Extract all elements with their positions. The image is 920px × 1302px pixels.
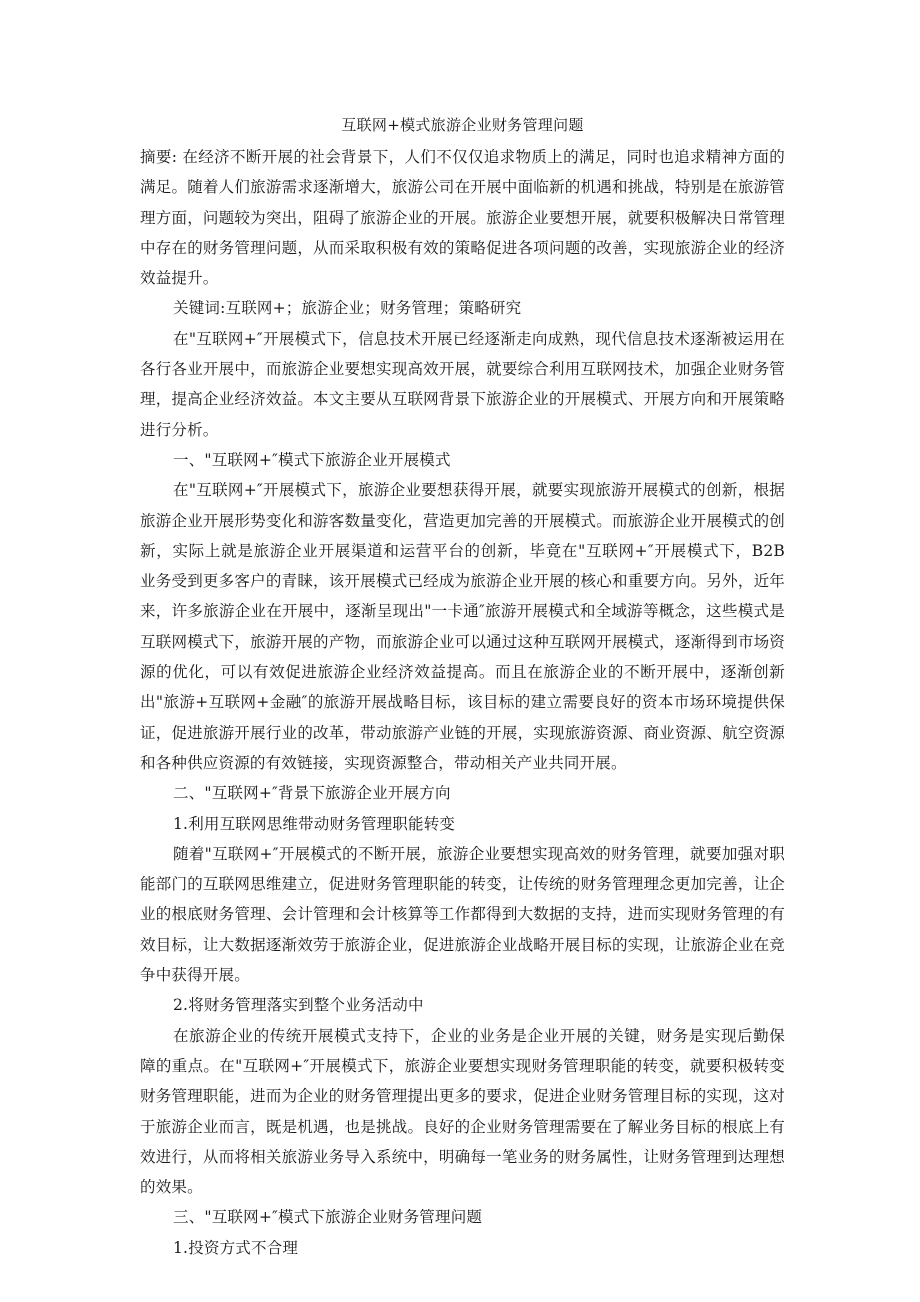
abstract-paragraph: 摘要: 在经济不断开展的社会背景下，人们不仅仅追求物质上的满足，同时也追求精神方面的满足。随着人们旅游需求逐渐增大，旅游公司在开展中面临新的机遇和挑战，特别是在旅游管理方面，问题较为突出，阻碍了旅游企业的开展。旅游企业要想开展，就要积极解决日常管理中存在的财务管理问题，从而采取积极有效的策略促进各项问题的改善，实现旅游企业的经济效益提升。 xyxy=(140,148,785,288)
section2-heading: 二、"互联网+″背景下旅游企业开展方向 xyxy=(173,784,451,803)
section2-subheading-1: 1.利用互联网思维带动财务管理职能转变 xyxy=(173,814,456,833)
section2-paragraph-1: 随着"互联网+″开展模式的不断开展，旅游企业要想实现高效的财务管理，就要加强对职能部门的互联网思维建立，促进财务管理职能的转变，让传统的财务管理理念更加完善，让企业的根底财务管理、会计管理和会计核算等工作都得到大数据的支持，进而实现财务管理的有效目标，让大数据逐渐效劳于旅游企业，促进旅游企业战略开展目标的实现，让旅游企业在竞争中获得开展。 xyxy=(140,844,785,985)
intro-paragraph: 在"互联网+″开展模式下，信息技术开展已经逐渐走向成熟，现代信息技术逐渐被运用在各行各业开展中，而旅游企业要想实现高效开展，就要综合利用互联网技术，加强企业财务管理，提高企业经济效益。本文主要从互联网背景下旅游企业的开展模式、开展方向和开展策略进行分析。 xyxy=(140,329,785,439)
document-title: 互联网+模式旅游企业财务管理问题 xyxy=(341,116,584,134)
keywords-line: 关键词:互联网+；旅游企业；财务管理；策略研究 xyxy=(173,299,522,318)
section1-heading: 一、"互联网+″模式下旅游企业开展模式 xyxy=(173,450,451,469)
section3-subheading-1: 1.投资方式不合理 xyxy=(173,1238,299,1257)
section2-paragraph-2: 在旅游企业的传统开展模式支持下，企业的业务是企业开展的关键，财务是实现后勤保障的重点。在"互联网+″开展模式下，旅游企业要想实现财务管理职能的转变，就要积极转变财务管理职能，进而为企业的财务管理提出更多的要求，促进企业财务管理目标的实现，这对于旅游企业而言，既是机遇，也是挑战。良好的企业财务管理需要在了解业务目标的根底上有效进行，从而将相关旅游业务导入系统中，明确每一笔业务的财务属性，让财务管理到达理想的效果。 xyxy=(140,1026,785,1197)
section2-subheading-2: 2.将财务管理落实到整个业务活动中 xyxy=(173,996,424,1015)
document-page xyxy=(140,110,785,1263)
section3-heading: 三、"互联网+″模式下旅游企业财务管理问题 xyxy=(173,1208,483,1227)
section1-paragraph: 在"互联网+″开展模式下，旅游企业要想获得开展，就要实现旅游开展模式的创新，根据旅游企业开展形势变化和游客数量变化，营造更加完善的开展模式。而旅游企业开展模式的创新，实际上就是旅游企业开展渠道和运营平台的创新，毕竟在"互联网+″开展模式下，B2B 业务受到更多客户的青睐，该开展模式已经成为旅游企业开展的核心和重要方向。另外，近年来，许多旅游企业在开展中，逐渐呈现出"一卡通″旅游开展模式和全域游等概念，这些模式是互联网模式下，旅游开展的产物，而旅游企业可以通过这种互联网开展模式，逐渐得到市场资源的优化，可以有效促进旅游企业经济效益提高。而且在旅游企业的不断开展中，逐渐创新出"旅游+互联网+金融″的旅游开展战略目标，该目标的建立需要良好的资本市场环境提供保证，促进旅游开展行业的改革，带动旅游产业链的开展，实现旅游资源、商业资源、航空资源和各种供应资源的有效链接，实现资源整合，带动相关产业共同开展。 xyxy=(140,481,785,772)
